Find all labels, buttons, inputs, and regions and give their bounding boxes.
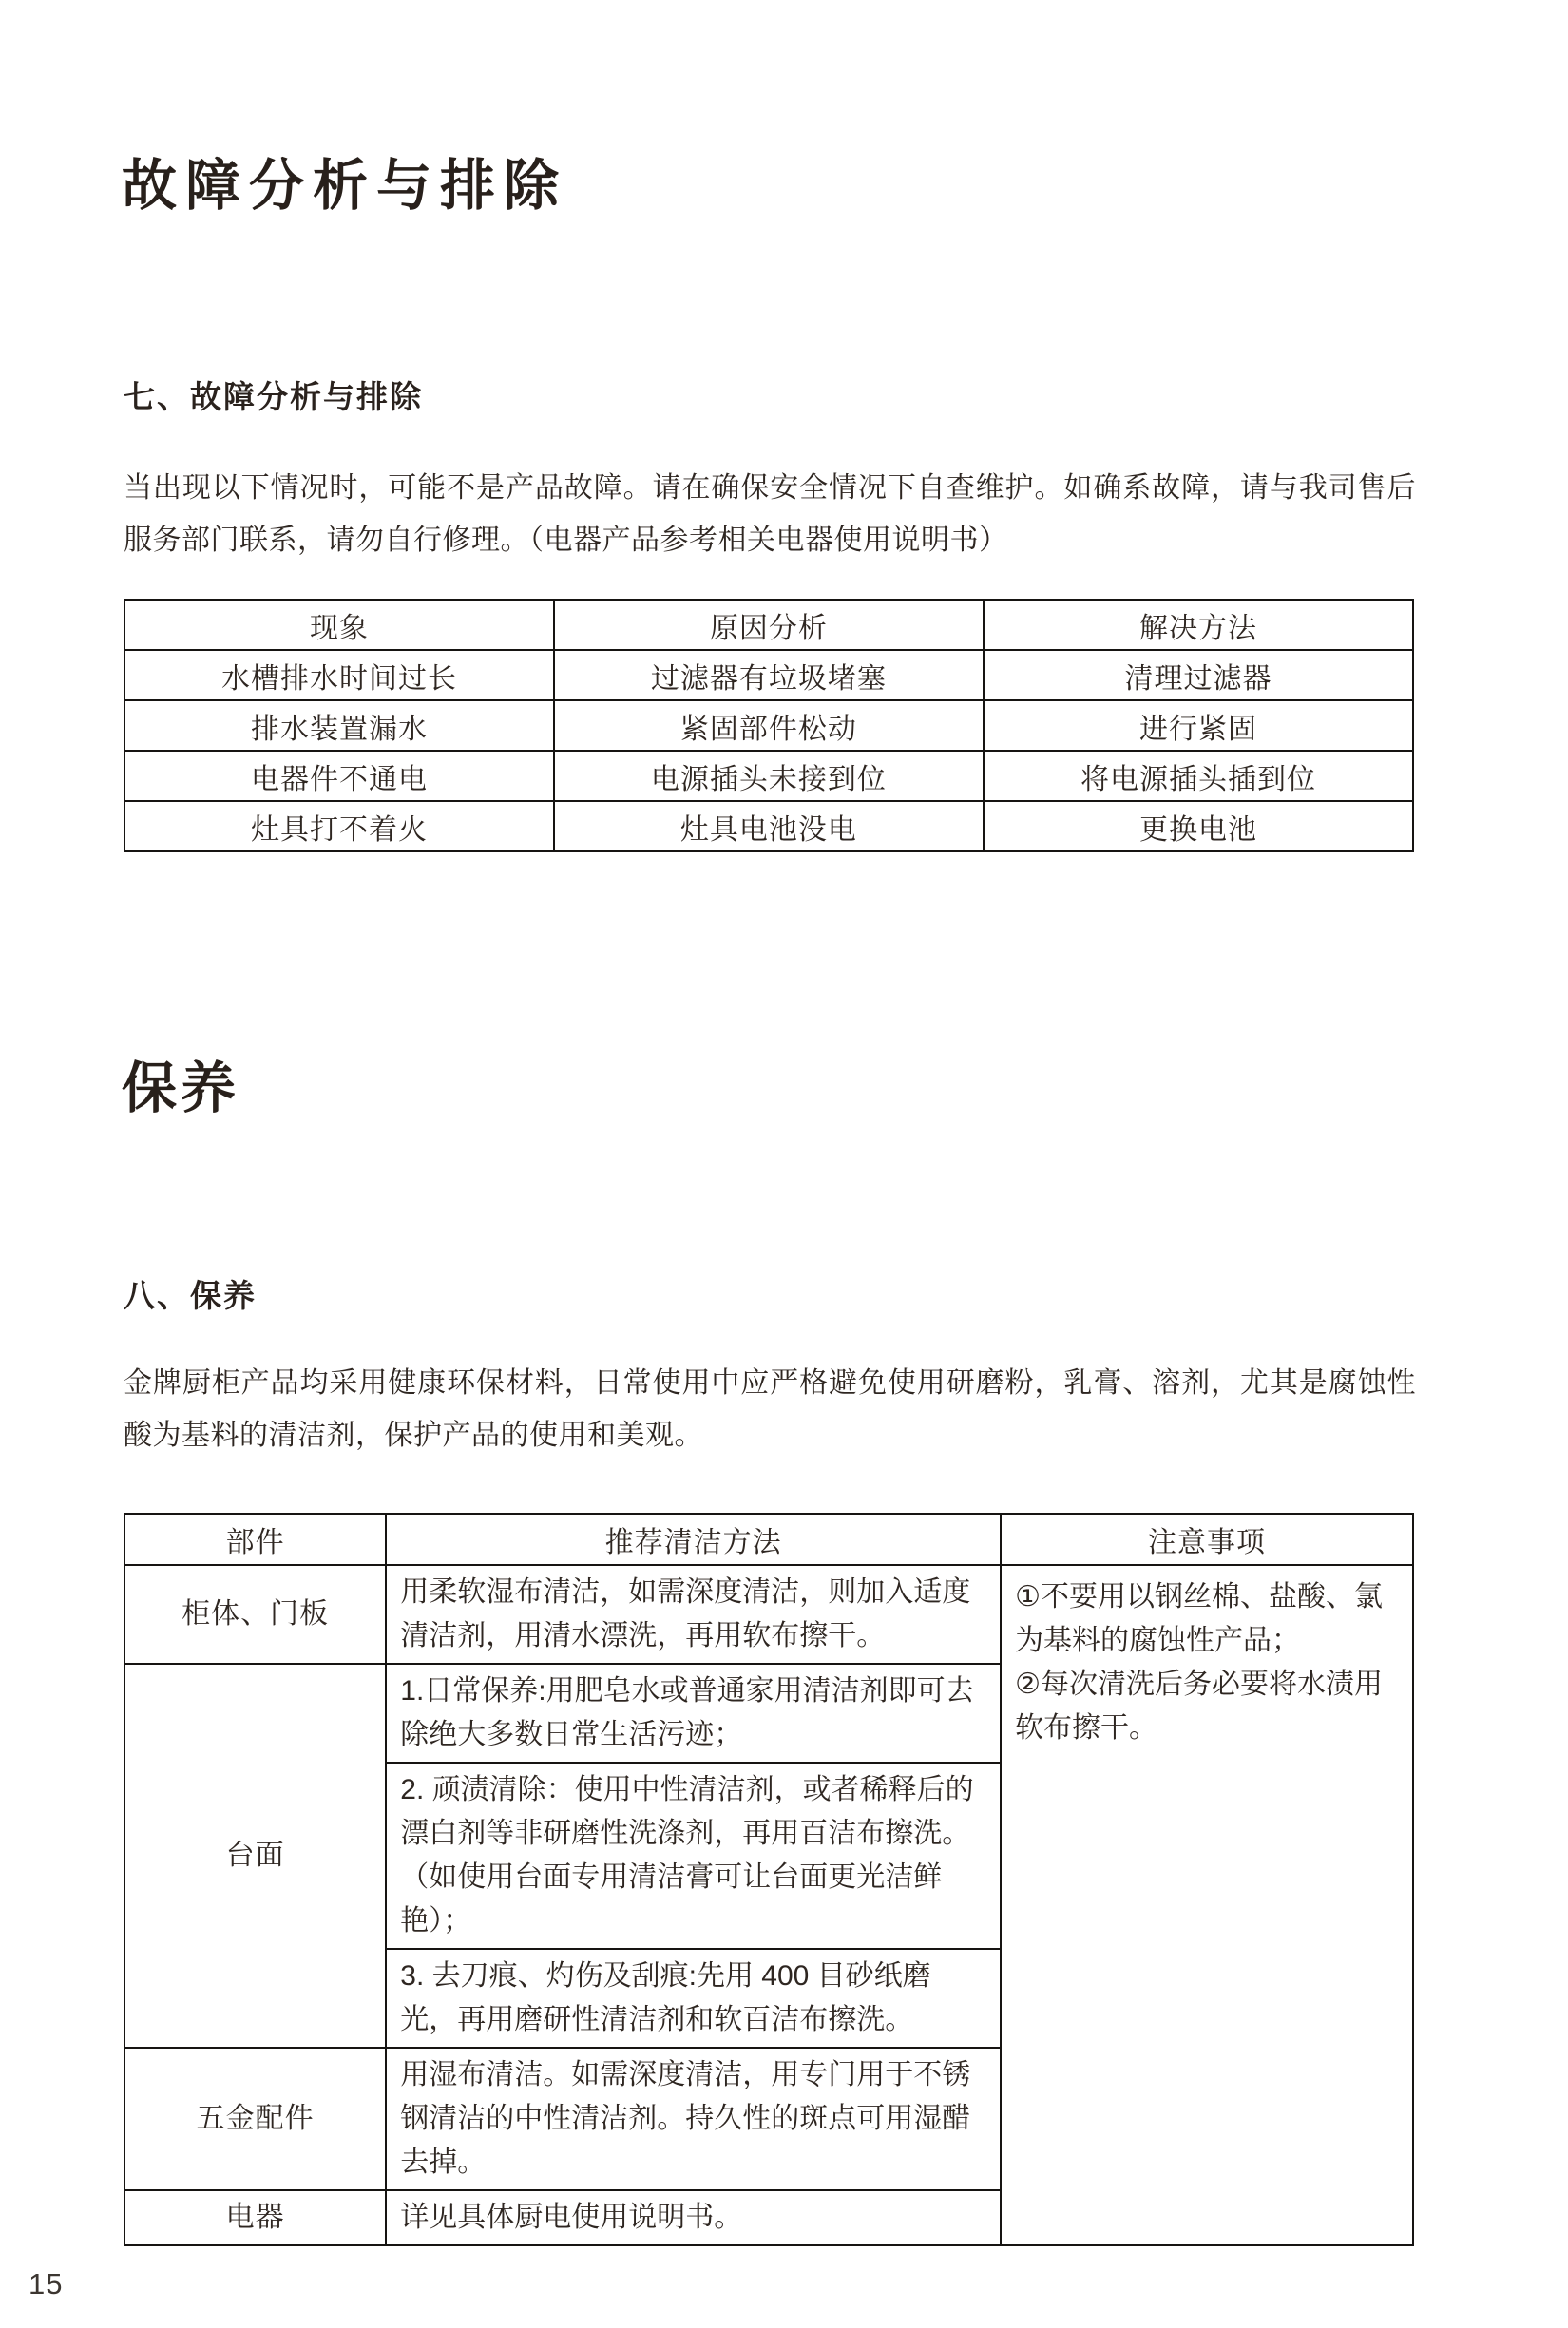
page-title-troubleshooting: 故障分析与排除 (122, 155, 568, 217)
maintenance-table (124, 1513, 1414, 2246)
cell-method-cabinet: 用柔软湿布清洁，如需深度清洁，则加入适度清洁剂，用清水漂洗，再用软布擦干。 (386, 1565, 1001, 1664)
note-item: ②每次清洗后务必要将水渍用软布擦干。 (1015, 1669, 1383, 1744)
table-row (124, 801, 1413, 851)
table-header-row (124, 1514, 1413, 1565)
table-header-row (124, 600, 1413, 650)
col-header-notes: 注意事项 (1001, 1514, 1413, 1565)
page-title-maintenance: 保养 (122, 1058, 240, 1119)
page-number: 15 (29, 2267, 64, 2300)
table-row (124, 650, 1413, 700)
cell-phenomenon: 电器件不通电 (124, 751, 554, 801)
cell-part-hardware: 五金配件 (124, 2048, 386, 2190)
maintenance-intro-paragraph: 金牌厨柜产品均采用健康环保材料，日常使用中应严格避免使用研磨粉，乳膏、溶剂，尤其是腐蚀性酸为基料的清洁剂，保护产品的使用和美观。 (124, 1367, 1416, 1451)
troubleshooting-table (124, 599, 1414, 852)
cell-method-countertop-daily: 1.日常保养:用肥皂水或普通家用清洁剂即可去除绝大多数日常生活污迹； (386, 1664, 1001, 1763)
cell-solution: 进行紧固 (984, 700, 1413, 751)
cell-method-appliance: 详见具体厨电使用说明书。 (386, 2190, 1001, 2245)
col-header-part: 部件 (124, 1514, 386, 1565)
cell-part-appliance: 电器 (124, 2190, 386, 2245)
cell-cause: 过滤器有垃圾堵塞 (554, 650, 984, 700)
troubleshooting-intro-paragraph: 当出现以下情况时，可能不是产品故障。请在确保安全情况下自查维护。如确系故障，请与我司售后服务部门联系，请勿自行修理。（电器产品参考相关电器使用说明书） (124, 472, 1416, 556)
cell-solution: 清理过滤器 (984, 650, 1413, 700)
col-header-cleaning-method: 推荐清洁方法 (386, 1514, 1001, 1565)
col-header-solution: 解决方法 (984, 600, 1413, 650)
col-header-phenomenon: 现象 (124, 600, 554, 650)
table-row (124, 1565, 1413, 1664)
cell-method-countertop-stains: 2. 顽渍清除：使用中性清洁剂，或者稀释后的漂白剂等非研磨性洗涤剂，再用百洁布擦洗。（如使用台面专用清洁膏可让台面更光洁鲜艳）； (386, 1763, 1001, 1949)
cell-cause: 紧固部件松动 (554, 700, 984, 751)
cell-part-cabinet: 柜体、门板 (124, 1565, 386, 1664)
section-heading-troubleshooting: 七、故障分析与排除 (124, 379, 423, 414)
cell-phenomenon: 灶具打不着火 (124, 801, 554, 851)
section-heading-maintenance: 八、保养 (124, 1278, 257, 1313)
cell-method-countertop-scratches: 3. 去刀痕、灼伤及刮痕:先用 400 目砂纸磨光，再用磨研性清洁剂和软百洁布擦洗。 (386, 1949, 1001, 2048)
table-row (124, 751, 1413, 801)
col-header-cause: 原因分析 (554, 600, 984, 650)
cell-notes (1001, 1565, 1413, 2245)
cell-cause: 灶具电池没电 (554, 801, 984, 851)
cell-phenomenon: 水槽排水时间过长 (124, 650, 554, 700)
table-row (124, 700, 1413, 751)
cell-part-countertop: 台面 (124, 1664, 386, 2048)
cell-solution: 更换电池 (984, 801, 1413, 851)
note-item: ①不要用以钢丝棉、盐酸、氯为基料的腐蚀性产品； (1015, 1581, 1383, 1656)
cell-solution: 将电源插头插到位 (984, 751, 1413, 801)
cell-cause: 电源插头未接到位 (554, 751, 984, 801)
cell-method-hardware: 用湿布清洁。如需深度清洁，用专门用于不锈钢清洁的中性清洁剂。持久性的斑点可用湿醋去掉。 (386, 2048, 1001, 2190)
cell-phenomenon: 排水装置漏水 (124, 700, 554, 751)
